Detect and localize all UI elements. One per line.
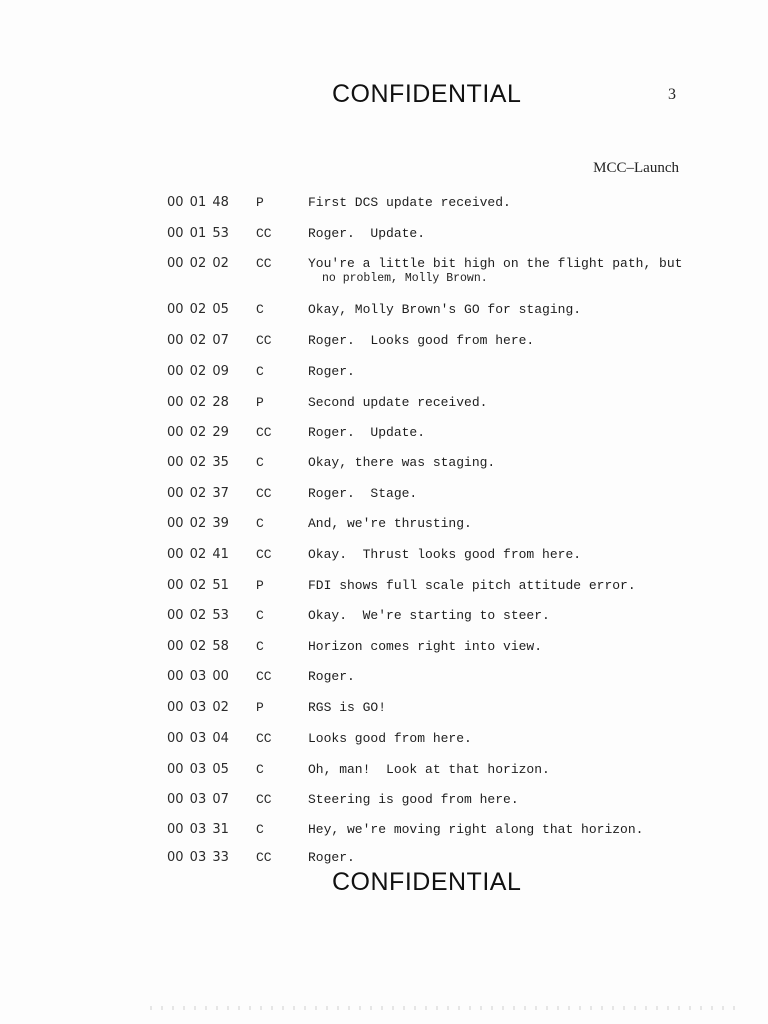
timestamp: 00 01 53 — [167, 226, 229, 241]
utterance: Roger. — [308, 364, 355, 379]
timestamp: 00 02 02 — [167, 256, 229, 271]
speaker: C — [256, 302, 264, 317]
timestamp: 00 02 07 — [167, 333, 229, 348]
timestamp: 00 02 28 — [167, 395, 229, 410]
speaker: C — [256, 516, 264, 531]
speaker: CC — [256, 425, 272, 440]
timestamp: 00 02 58 — [167, 639, 229, 654]
timestamp: 00 02 51 — [167, 578, 229, 593]
timestamp: 00 02 41 — [167, 547, 229, 562]
speaker: C — [256, 608, 264, 623]
speaker: CC — [256, 850, 272, 865]
speaker: CC — [256, 547, 272, 562]
utterance: Okay. Thrust looks good from here. — [308, 547, 582, 562]
timestamp: 00 02 39 — [167, 516, 229, 531]
page-number: 3 — [668, 86, 676, 103]
timestamp: 00 03 07 — [167, 792, 229, 807]
speaker: CC — [256, 333, 272, 348]
utterance-multiline — [308, 256, 708, 286]
timestamp: 00 02 37 — [167, 486, 229, 501]
utterance: RGS is GO! — [308, 700, 387, 715]
timestamp: 00 03 33 — [167, 850, 229, 865]
timestamp: 00 02 05 — [167, 302, 229, 317]
speaker: CC — [256, 731, 272, 746]
utterance: Steering is good from here. — [308, 792, 519, 807]
timestamp: 00 03 00 — [167, 669, 229, 684]
utterance: Oh, man! Look at that horizon. — [308, 762, 550, 777]
timestamp: 00 03 02 — [167, 700, 229, 715]
timestamp: 00 02 29 — [167, 425, 229, 440]
utterance: Roger. Stage. — [308, 486, 418, 501]
speaker: P — [256, 195, 264, 210]
utterance: Roger. — [308, 850, 355, 865]
speaker: CC — [256, 669, 272, 684]
utterance-continuation: no problem, Molly Brown. — [322, 272, 488, 285]
utterance: Second update received. — [308, 395, 488, 410]
section-label: MCC–Launch — [593, 160, 679, 176]
classification-stamp-bottom: CONFIDENTIAL — [332, 868, 522, 896]
utterance: Horizon comes right into view. — [308, 639, 543, 654]
timestamp: 00 01 48 — [167, 195, 229, 210]
utterance: Okay, there was staging. — [308, 455, 496, 470]
utterance: Roger. — [308, 669, 355, 684]
speaker: CC — [256, 226, 272, 241]
scan-artifact-divider — [150, 1006, 740, 1010]
utterance-line: You're a little bit high on the flight path, but — [308, 256, 683, 271]
utterance: First DCS update received. — [308, 195, 511, 210]
speaker: P — [256, 578, 264, 593]
timestamp: 00 02 53 — [167, 608, 229, 623]
speaker: CC — [256, 486, 272, 501]
utterance: Roger. Update. — [308, 226, 426, 241]
utterance: Hey, we're moving right along that horizon. — [308, 822, 644, 837]
utterance: FDI shows full scale pitch attitude error. — [308, 578, 636, 593]
timestamp: 00 02 35 — [167, 455, 229, 470]
speaker: C — [256, 364, 264, 379]
timestamp: 00 03 04 — [167, 731, 229, 746]
speaker: C — [256, 639, 264, 654]
speaker: C — [256, 822, 264, 837]
utterance: Roger. Looks good from here. — [308, 333, 535, 348]
utterance: Okay, Molly Brown's GO for staging. — [308, 302, 582, 317]
utterance: And, we're thrusting. — [308, 516, 472, 531]
utterance: Okay. We're starting to steer. — [308, 608, 550, 623]
classification-stamp-top: CONFIDENTIAL — [332, 80, 522, 108]
timestamp: 00 02 09 — [167, 364, 229, 379]
utterance: Roger. Update. — [308, 425, 426, 440]
speaker: P — [256, 700, 264, 715]
utterance: Looks good from here. — [308, 731, 472, 746]
speaker: C — [256, 455, 264, 470]
speaker: CC — [256, 256, 272, 271]
speaker: P — [256, 395, 264, 410]
timestamp: 00 03 05 — [167, 762, 229, 777]
speaker: CC — [256, 792, 272, 807]
timestamp: 00 03 31 — [167, 822, 229, 837]
speaker: C — [256, 762, 264, 777]
